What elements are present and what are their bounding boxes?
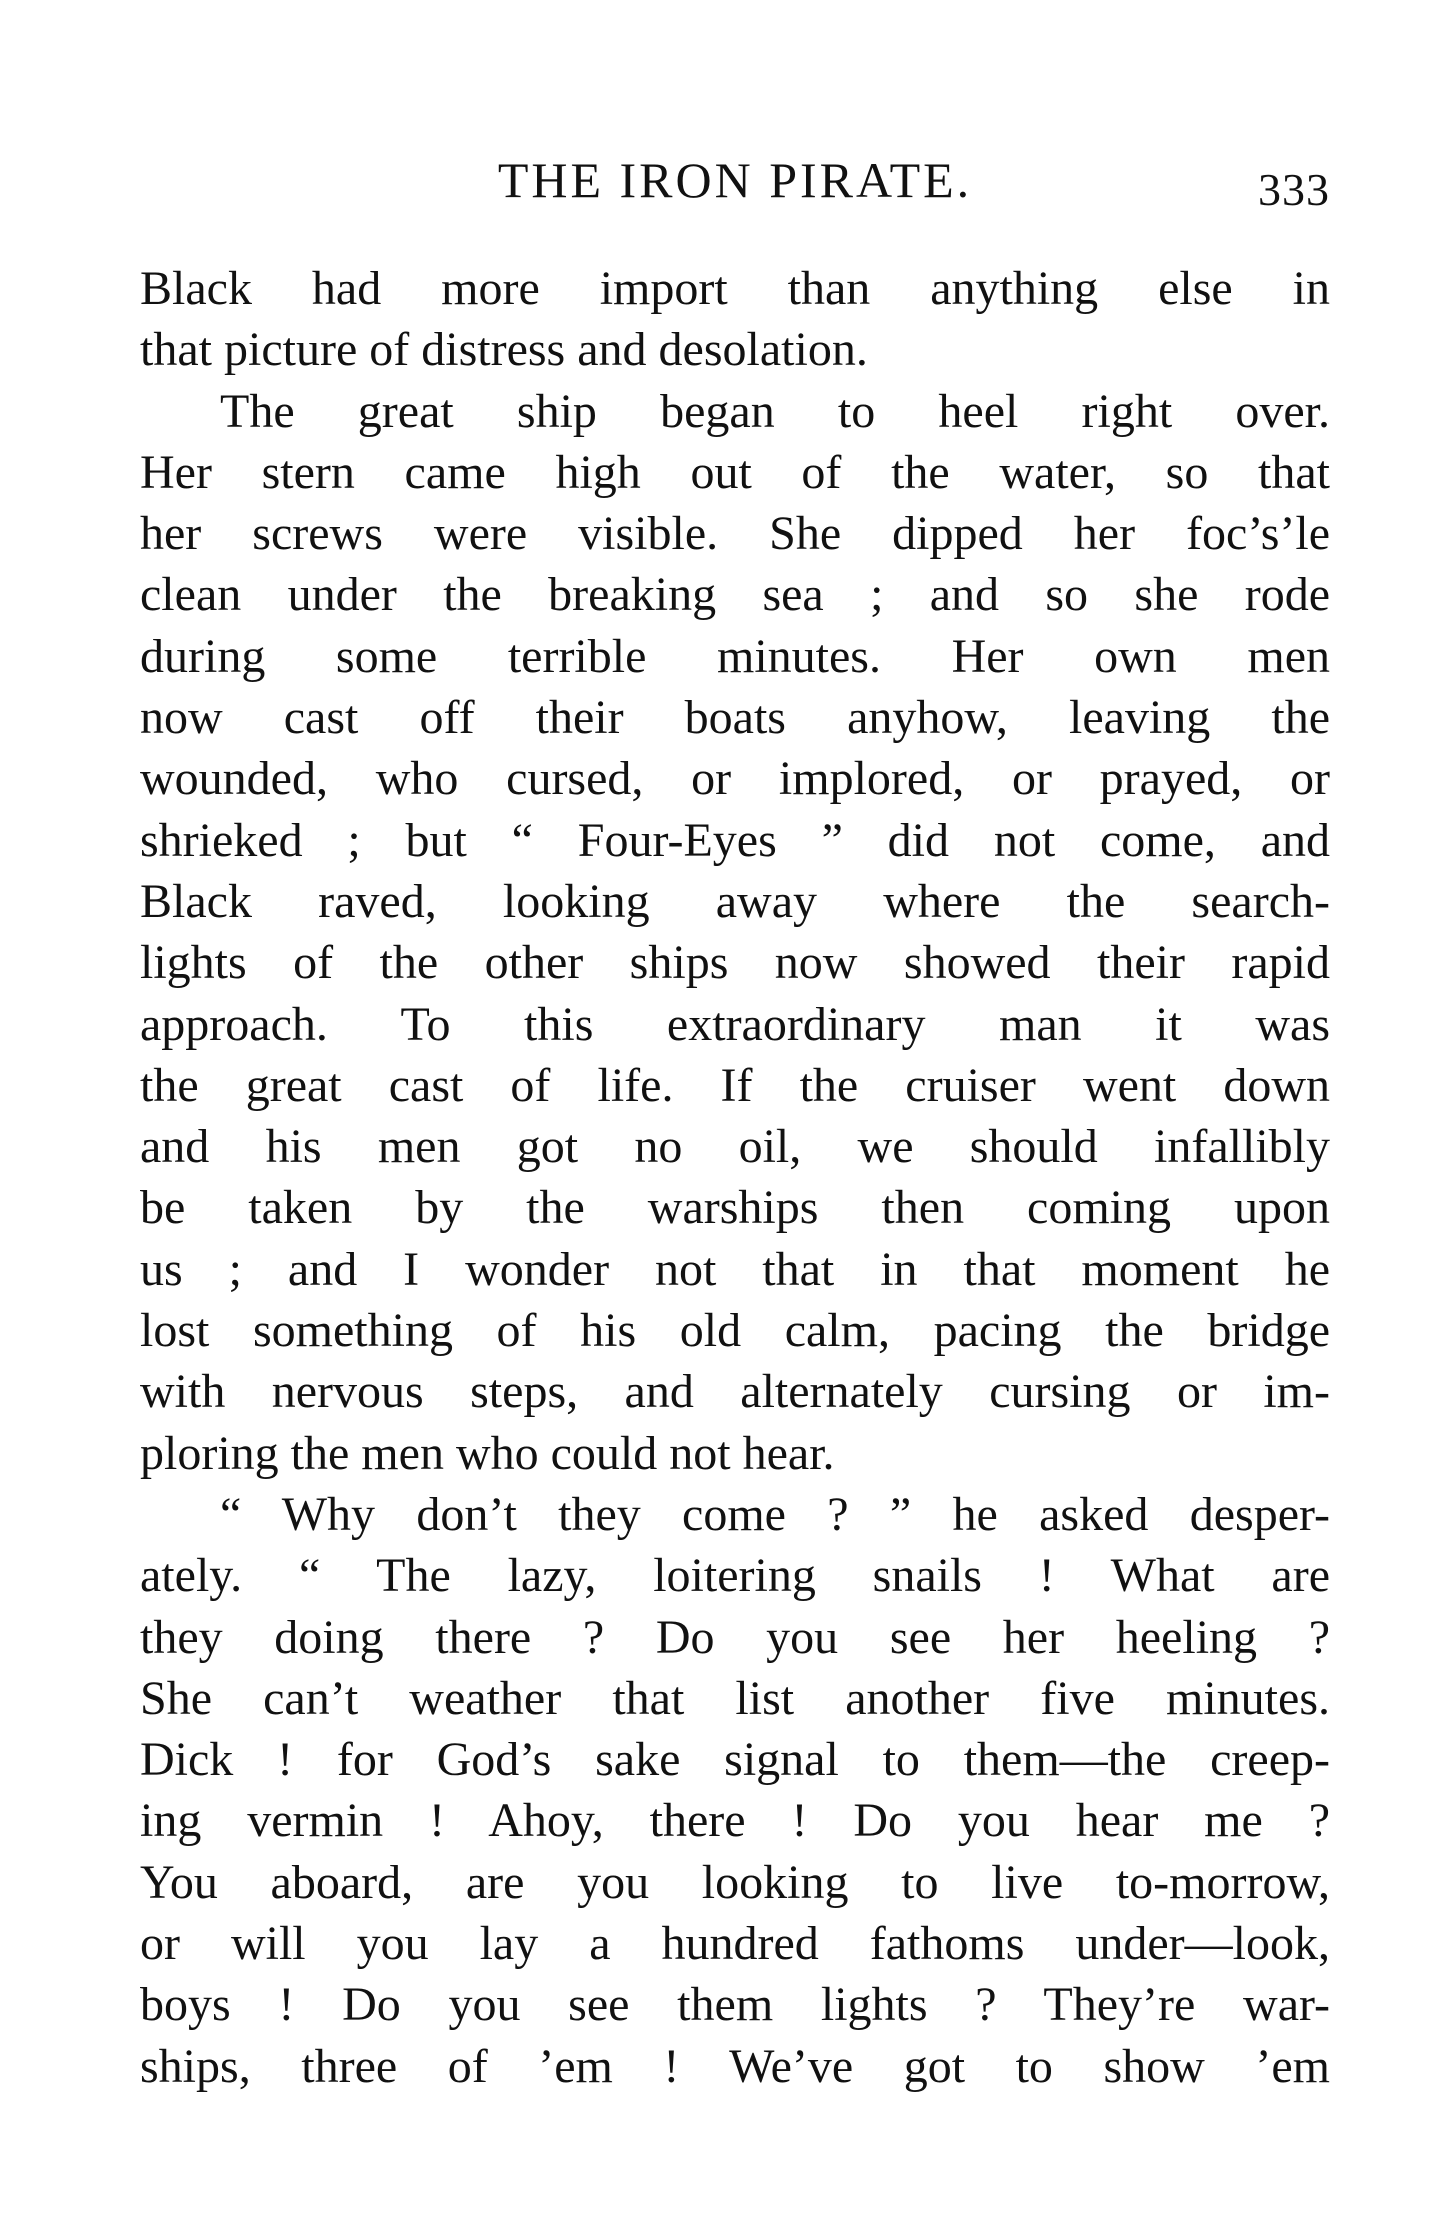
text-line: The great ship began to heel right over. bbox=[220, 384, 1330, 438]
text-line: they doing there ? Do you see her heeling ? bbox=[140, 1610, 1330, 1664]
running-title: THE IRON PIRATE. bbox=[497, 152, 973, 208]
text-line: with nervous steps, and alternately cursing or im- bbox=[140, 1365, 1330, 1419]
text-line: that picture of distress and desolation. bbox=[140, 323, 868, 377]
text-line: approach. To this extraordinary man it was bbox=[140, 997, 1330, 1051]
text-line: ing vermin ! Ahoy, there ! Do you hear me ? bbox=[140, 1794, 1330, 1848]
text-line: wounded, who cursed, or implored, or prayed, or bbox=[140, 752, 1330, 806]
text-line: the great cast of life. If the cruiser went down bbox=[140, 1058, 1330, 1112]
text-line: Black raved, looking away where the search- bbox=[140, 874, 1330, 928]
text-line: during some terrible minutes. Her own men bbox=[140, 629, 1330, 683]
text-line: boys ! Do you see them lights ? They’re war- bbox=[140, 1978, 1330, 2032]
body-text bbox=[140, 258, 1330, 2097]
text-line: be taken by the warships then coming upon bbox=[140, 1181, 1330, 1235]
text-line: lights of the other ships now showed their rapid bbox=[140, 936, 1330, 990]
text-line: clean under the breaking sea ; and so she rode bbox=[140, 568, 1330, 622]
running-header bbox=[140, 150, 1330, 220]
page-number: 333 bbox=[1258, 164, 1330, 215]
text-line: Her stern came high out of the water, so that bbox=[140, 445, 1330, 499]
text-line: shrieked ; but “ Four-Eyes ” did not come, and bbox=[140, 813, 1330, 867]
text-line: Dick ! for God’s sake signal to them—the creep- bbox=[140, 1733, 1330, 1787]
text-line: us ; and I wonder not that in that moment he bbox=[140, 1242, 1330, 1296]
text-line: lost something of his old calm, pacing the bridge bbox=[140, 1304, 1330, 1358]
text-line: and his men got no oil, we should infallibly bbox=[140, 1120, 1330, 1174]
text-line: ships, three of ’em ! We’ve got to show ’em bbox=[140, 2039, 1330, 2093]
text-line: now cast off their boats anyhow, leaving the bbox=[140, 691, 1330, 745]
text-line: She can’t weather that list another five minutes. bbox=[140, 1671, 1330, 1725]
text-line: or will you lay a hundred fathoms under—look, bbox=[140, 1917, 1330, 1971]
text-line: ploring the men who could not hear. bbox=[140, 1426, 835, 1480]
text-line: “ Why don’t they come ? ” he asked desper- bbox=[220, 1487, 1330, 1541]
text-line: Black had more import than anything else in bbox=[140, 262, 1330, 315]
text-line: ately. “ The lazy, loitering snails ! What are bbox=[140, 1549, 1330, 1603]
text-line: You aboard, are you looking to live to-morrow, bbox=[140, 1855, 1330, 1909]
text-line: her screws were visible. She dipped her foc’s’le bbox=[140, 507, 1330, 561]
